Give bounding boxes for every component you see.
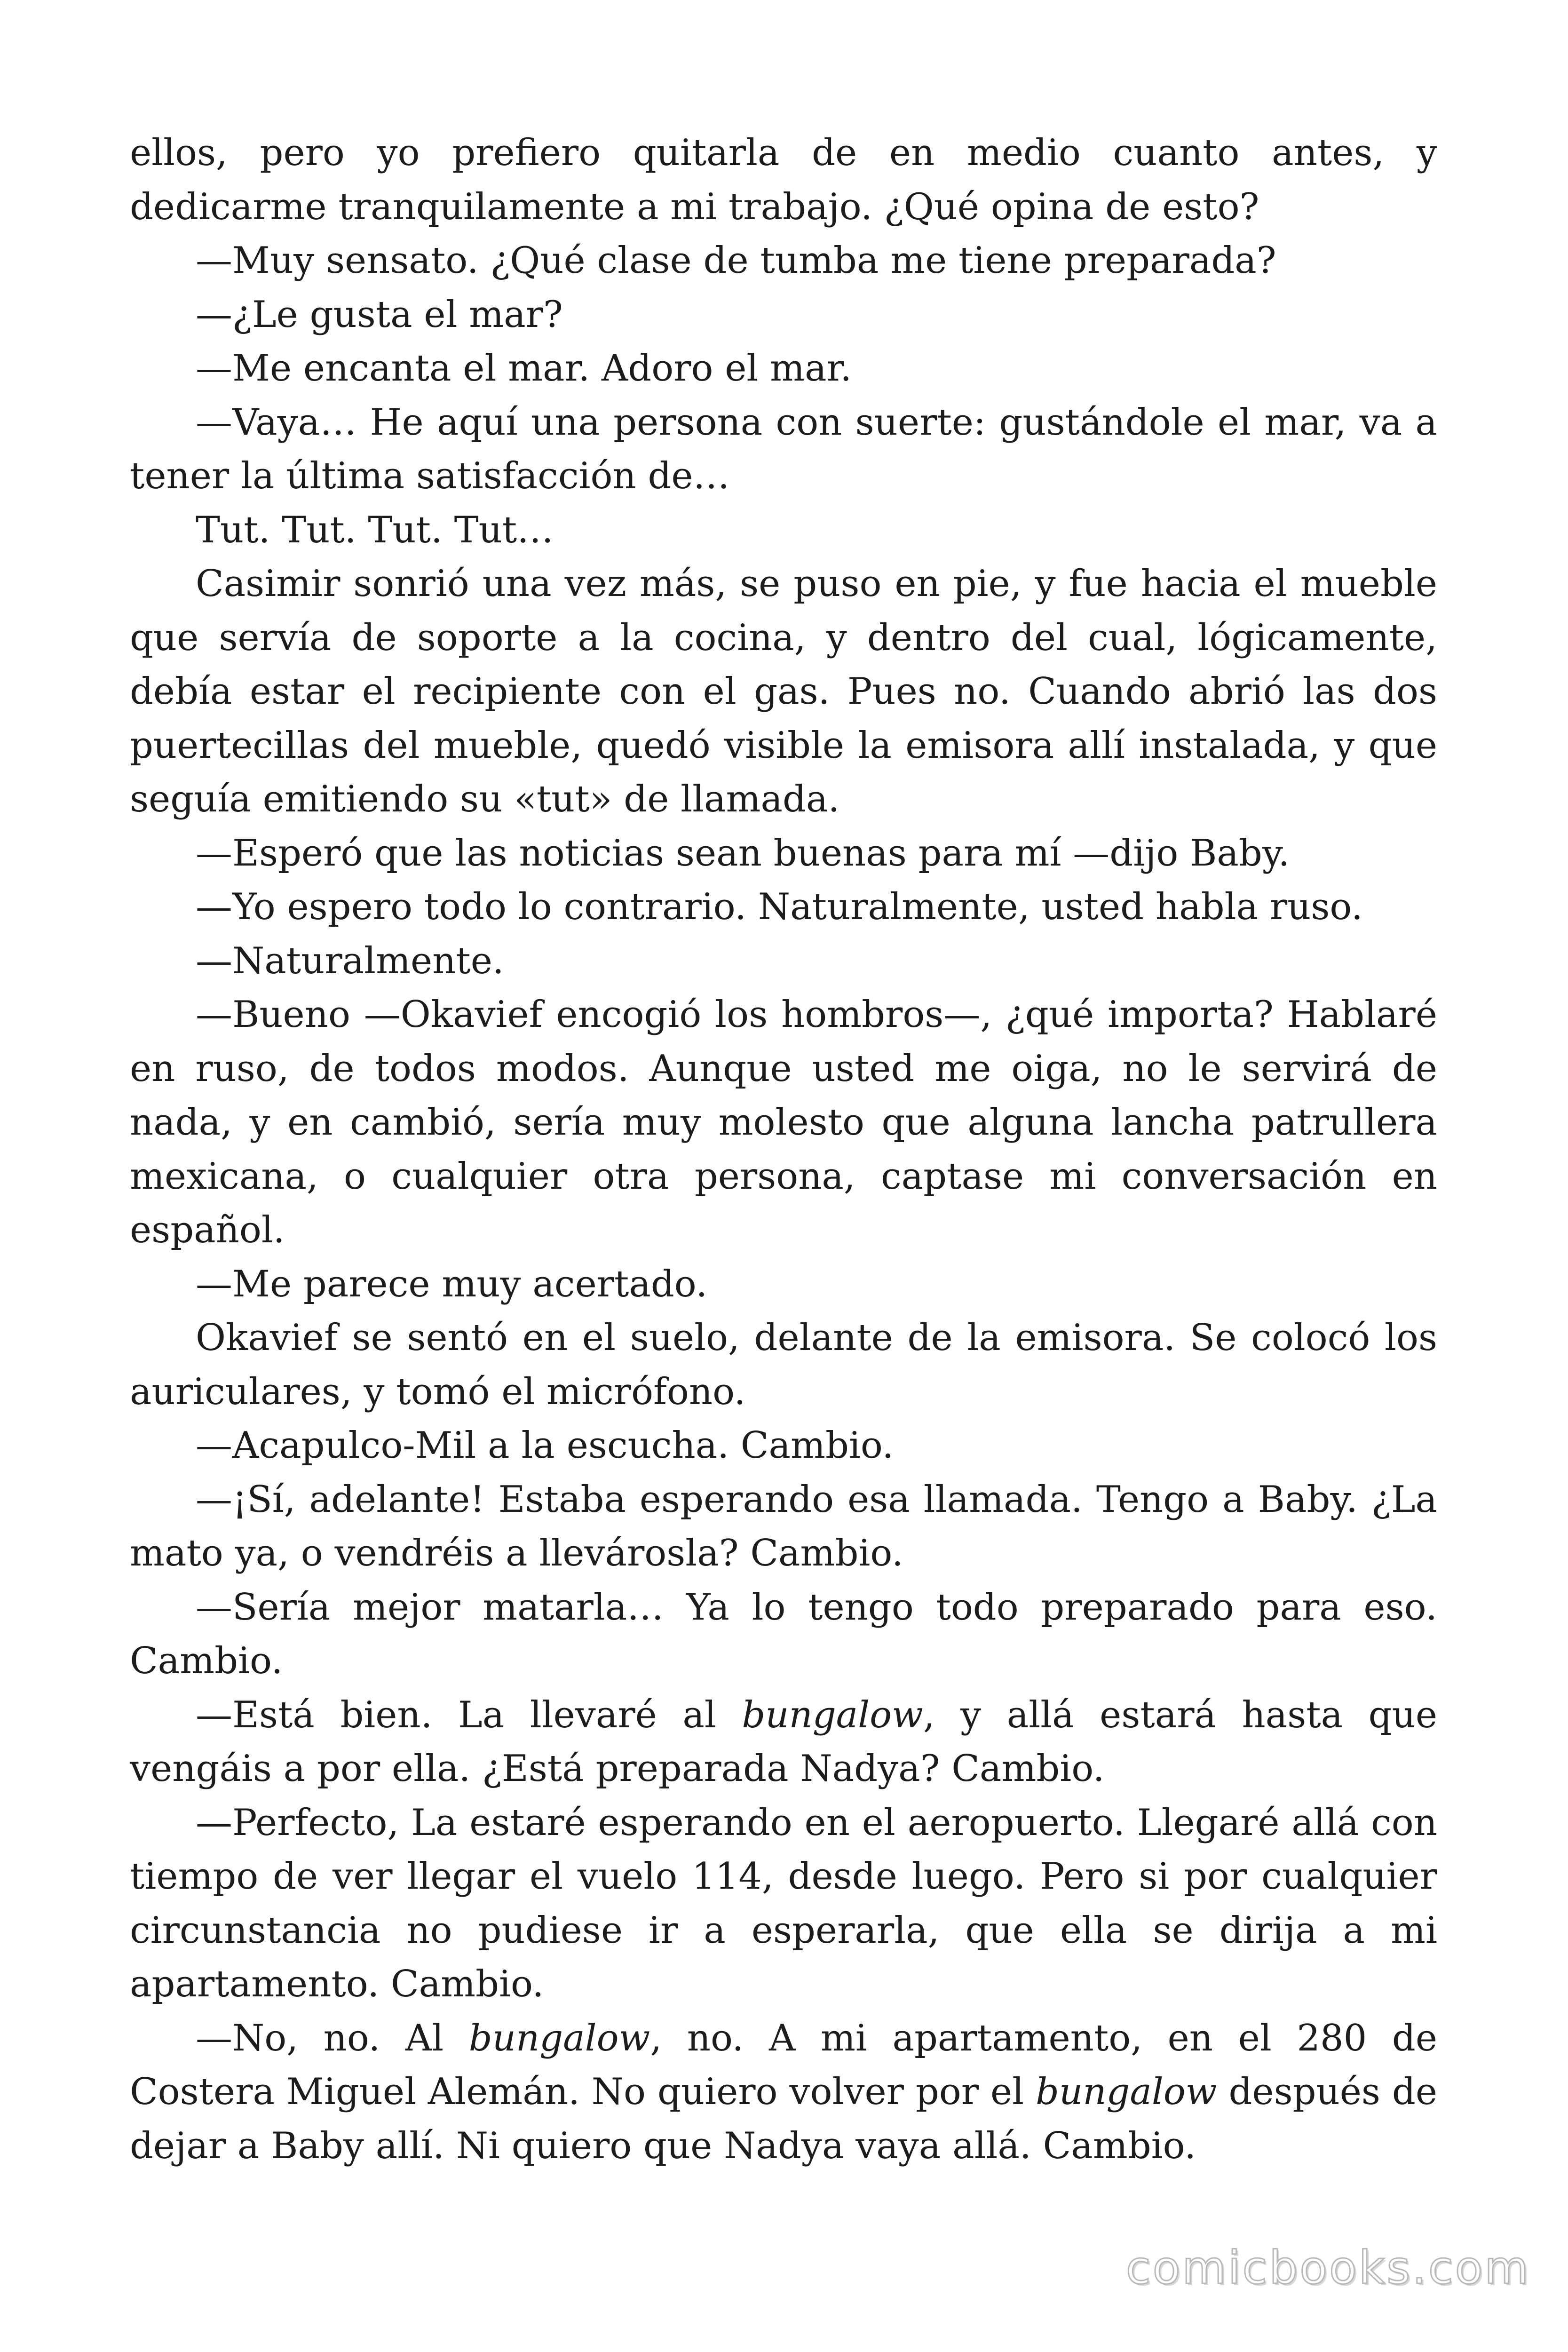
paragraph: [130, 1688, 1437, 1796]
paragraph: [130, 396, 1437, 503]
paragraph: [130, 934, 1437, 988]
paragraph: [130, 342, 1437, 396]
text-segment: , y allá estará hasta que vengáis a por ella. ¿Está preparada Nadya? Cambio.: [130, 1693, 1437, 1790]
text-segment: —No, no. Al: [196, 2017, 469, 2059]
paragraph: [130, 557, 1437, 826]
text-segment: , no. A mi apartamento, en el 280 de Costera Miguel Alemán. No quiero volver por el: [130, 2017, 1438, 2113]
watermark: comicbooks.com: [1125, 2241, 1530, 2294]
italic-text: bungalow: [742, 1693, 923, 1736]
text-segment: ellos, pero yo prefiero quitarla de en medio cuanto antes, y dedicarme tranquilamente a mi trabajo. ¿Qué opina de esto?: [130, 132, 1437, 228]
text-segment: —¿Le gusta el mar?: [196, 293, 563, 336]
italic-text: bungalow: [1036, 2071, 1217, 2113]
paragraph: [130, 988, 1437, 1257]
text-segment: —Acapulco-Mil a la escucha. Cambio.: [196, 1424, 894, 1467]
text-segment: Tut. Tut. Tut. Tut…: [196, 509, 554, 551]
text-segment: —¡Sí, adelante! Estaba esperando esa llamada. Tengo a Baby. ¿La mato ya, o vendréis a llevárosla? Cambio.: [130, 1478, 1437, 1574]
paragraph: [130, 1796, 1437, 2011]
italic-text: bungalow: [468, 2017, 650, 2059]
paragraph: [130, 234, 1437, 288]
text-segment: —Sería mejor matarla… Ya lo tengo todo preparado para eso. Cambio.: [130, 1586, 1437, 1682]
text-segment: —Está bien. La llevaré al: [196, 1693, 742, 1736]
text-segment: —Naturalmente.: [196, 939, 504, 982]
paragraph: [130, 1311, 1437, 1419]
text-segment: después de dejar a Baby allí. Ni quiero que Nadya vaya allá. Cambio.: [130, 2071, 1437, 2167]
text-segment: —Vaya… He aquí una persona con suerte: gustándole el mar, va a tener la última satisfacción de…: [130, 401, 1437, 497]
paragraph: [130, 1581, 1437, 1688]
text-segment: —Muy sensato. ¿Qué clase de tumba me tiene preparada?: [196, 239, 1276, 282]
text-segment: —Me parece muy acertado.: [196, 1263, 708, 1305]
paragraph: [130, 2011, 1437, 2173]
page-body-text: [130, 126, 1437, 2173]
text-segment: —Perfecto, La estaré esperando en el aeropuerto. Llegaré allá con tiempo de ver llegar el vuelo 114, desde luego. Pero si por cualquier circunstancia no pudiese ir a esperarla, que ella se dirija a mi apartamento. Cambio.: [130, 1801, 1437, 2005]
text-segment: —Bueno —Okavief encogió los hombros—, ¿qué importa? Hablaré en ruso, de todos modos. Aunque usted me oiga, no le servirá de nada, y en cambió, sería muy molesto que alguna lancha patrullera mexicana, o cualquier otra persona, captase mi conversación en español.: [130, 993, 1437, 1251]
paragraph: [130, 1419, 1437, 1473]
paragraph: [130, 126, 1437, 234]
text-segment: —Esperó que las noticias sean buenas para mí —dijo Baby.: [196, 832, 1290, 874]
text-segment: Casimir sonrió una vez más, se puso en pie, y fue hacia el mueble que servía de soporte a la cocina, y dentro del cual, lógicamente, debía estar el recipiente con el gas. Pues no. Cuando abrió las dos puertecillas del mueble, quedó visible la emisora allí instalada, y que seguía emitiendo su «tut» de llamada.: [130, 563, 1437, 820]
text-segment: —Me encanta el mar. Adoro el mar.: [196, 347, 852, 389]
paragraph: [130, 288, 1437, 342]
paragraph: [130, 1473, 1437, 1581]
paragraph: [130, 826, 1437, 881]
paragraph: [130, 503, 1437, 557]
paragraph: [130, 1257, 1437, 1311]
text-segment: —Yo espero todo lo contrario. Naturalmente, usted habla ruso.: [196, 886, 1363, 928]
text-segment: Okavief se sentó en el suelo, delante de la emisora. Se colocó los auriculares, y tomó el micrófono.: [130, 1317, 1437, 1413]
paragraph: [130, 880, 1437, 934]
